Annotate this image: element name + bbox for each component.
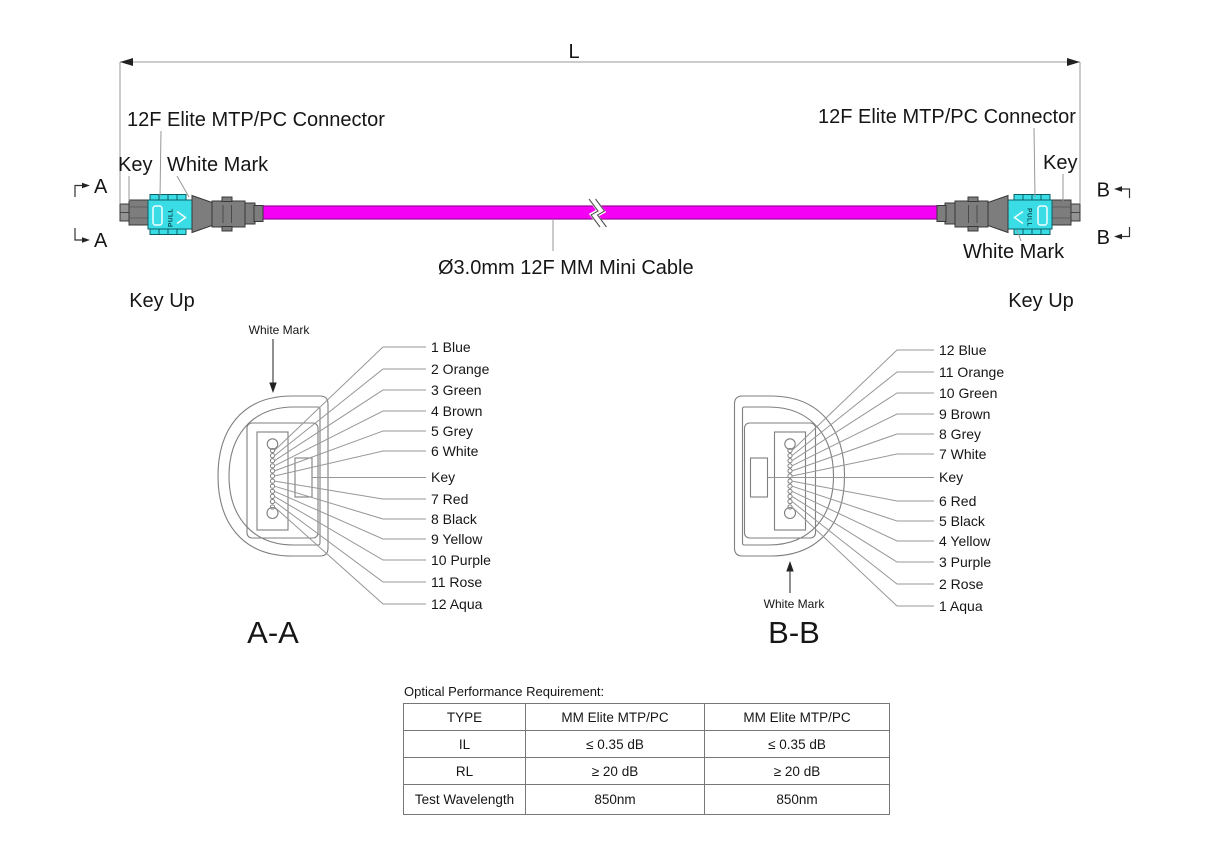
bb-callout: 3 Purple: [939, 554, 992, 570]
aa-white-mark-pointer: [249, 323, 311, 393]
bb-white-mark-arrow-icon: [786, 561, 793, 572]
right-pull-label: PULL: [1025, 208, 1033, 227]
bb-fiber-dots: [788, 448, 792, 509]
bb-callout: 7 White: [939, 446, 987, 462]
left-boot-tail: [254, 206, 263, 222]
cable-label: Ø3.0mm 12F MM Mini Cable: [438, 257, 694, 279]
table-cell: ≥ 20 dB: [526, 758, 705, 785]
section-a-bottom-label: A: [94, 230, 108, 252]
section-b-bottom-label: B: [1096, 227, 1110, 249]
right-flange: [988, 196, 1008, 233]
table-cell: MM Elite MTP/PC: [705, 704, 890, 731]
table-cell: 850nm: [526, 785, 705, 815]
aa-callout: 9 Yellow: [431, 531, 483, 547]
dimension-arrow-left-icon: [120, 58, 133, 66]
table-cell: ≤ 0.35 dB: [705, 731, 890, 758]
aa-fiber-leader-lines: [275, 347, 427, 604]
left-boot: [212, 201, 245, 227]
left-connector-drawing: [120, 195, 263, 235]
face-aa: [218, 323, 491, 650]
bb-callout: 12 Blue: [939, 342, 987, 358]
left-connector-title: 12F Elite MTP/PC Connector: [127, 109, 385, 131]
right-boot-tail: [937, 206, 946, 222]
section-a-bottom-arrow-icon: [82, 237, 90, 242]
section-a-markers: [75, 176, 108, 252]
table-cell: ≤ 0.35 dB: [526, 731, 705, 758]
aa-callout: 10 Purple: [431, 552, 491, 568]
right-key-up-label: Key Up: [1008, 290, 1074, 312]
table-row: [404, 785, 890, 815]
left-white-mark-label: White Mark: [167, 154, 269, 176]
optical-performance-section: [403, 684, 889, 815]
performance-table: [403, 703, 890, 815]
bb-callout-labels: [939, 342, 1004, 614]
aa-callout: 5 Grey: [431, 423, 474, 439]
bb-key-notch: [751, 458, 768, 497]
left-boot-nub-top: [222, 197, 232, 202]
aa-callout: 4 Brown: [431, 403, 483, 419]
section-a-top-label: A: [94, 176, 108, 198]
bb-callout: 11 Orange: [939, 364, 1005, 380]
section-a-top-arrow-icon: [82, 183, 90, 188]
left-ferrule-block: [129, 200, 148, 225]
section-b-top-label: B: [1096, 179, 1110, 202]
performance-table-title: Optical Performance Requirement:: [404, 684, 605, 699]
bb-callout: 10 Green: [939, 385, 998, 401]
bb-fiber-leader-lines: [768, 350, 935, 606]
left-key-up-label: Key Up: [129, 290, 195, 312]
table-cell: TYPE: [404, 704, 526, 731]
table-row: [404, 704, 890, 731]
table-cell: IL: [404, 731, 526, 758]
bb-title: B-B: [768, 615, 820, 650]
bb-callout: 8 Grey: [939, 426, 982, 442]
left-key-label: Key: [118, 154, 153, 176]
cable-drawing: [262, 199, 938, 279]
right-boot: [955, 201, 988, 227]
bb-callout: 4 Yellow: [939, 533, 991, 549]
aa-callout: Key: [431, 469, 456, 485]
bb-callout: 5 Black: [939, 513, 985, 529]
aa-callout: 3 Green: [431, 382, 482, 398]
table-cell: Test Wavelength: [404, 785, 526, 815]
left-flange: [192, 196, 212, 233]
aa-white-mark-label: White Mark: [248, 323, 310, 337]
section-b-bottom-arrow-icon: [1114, 234, 1122, 239]
right-ferrule-block: [1052, 200, 1071, 225]
aa-fiber-dots: [270, 448, 274, 509]
bb-callout: Key: [939, 469, 964, 485]
dimension-arrow-right-icon: [1067, 58, 1080, 66]
right-connector-drawing: [937, 195, 1080, 235]
aa-callout: 2 Orange: [431, 361, 490, 377]
right-key-label: Key: [1043, 152, 1078, 174]
cable-break-icon: [589, 199, 607, 227]
table-cell: ≥ 20 dB: [705, 758, 890, 785]
aa-white-mark-arrow-icon: [269, 383, 276, 394]
bb-callout: 2 Rose: [939, 576, 984, 592]
face-bb: [735, 342, 1005, 650]
table-cell: MM Elite MTP/PC: [526, 704, 705, 731]
dimension-label: L: [568, 41, 580, 63]
aa-callout-labels: [431, 339, 491, 612]
table-cell: 850nm: [705, 785, 890, 815]
aa-callout: 7 Red: [431, 491, 469, 507]
section-b-markers: [1097, 180, 1130, 250]
bb-callout: 6 Red: [939, 493, 977, 509]
aa-guide-pin-hole-top: [267, 439, 277, 449]
right-boot-nub-top: [968, 197, 978, 202]
bb-white-mark-label: White Mark: [763, 597, 825, 611]
table-row: [404, 758, 890, 785]
right-connector-title: 12F Elite MTP/PC Connector: [818, 106, 1076, 128]
bb-callout: 9 Brown: [939, 406, 991, 422]
bb-housing: [745, 423, 816, 538]
aa-callout: 12 Aqua: [431, 596, 483, 612]
table-cell: RL: [404, 758, 526, 785]
right-boot-nub-bottom: [968, 227, 978, 232]
aa-key-notch: [295, 458, 312, 497]
bb-callout: 1 Aqua: [939, 598, 983, 614]
section-b-top-arrow-icon: [1114, 186, 1122, 191]
right-white-mark-label: White Mark: [963, 241, 1065, 263]
left-pull-label: PULL: [167, 208, 175, 227]
bb-guide-pin-hole-top: [785, 439, 795, 449]
aa-title: A-A: [247, 615, 299, 650]
aa-callout: 11 Rose: [431, 574, 483, 590]
table-row: [404, 731, 890, 758]
left-boot-nub-bottom: [222, 227, 232, 232]
bb-white-mark-pointer: [764, 561, 826, 611]
aa-callout: 8 Black: [431, 511, 477, 527]
aa-callout: 1 Blue: [431, 339, 471, 355]
aa-housing: [247, 423, 318, 538]
aa-callout: 6 White: [431, 443, 479, 459]
